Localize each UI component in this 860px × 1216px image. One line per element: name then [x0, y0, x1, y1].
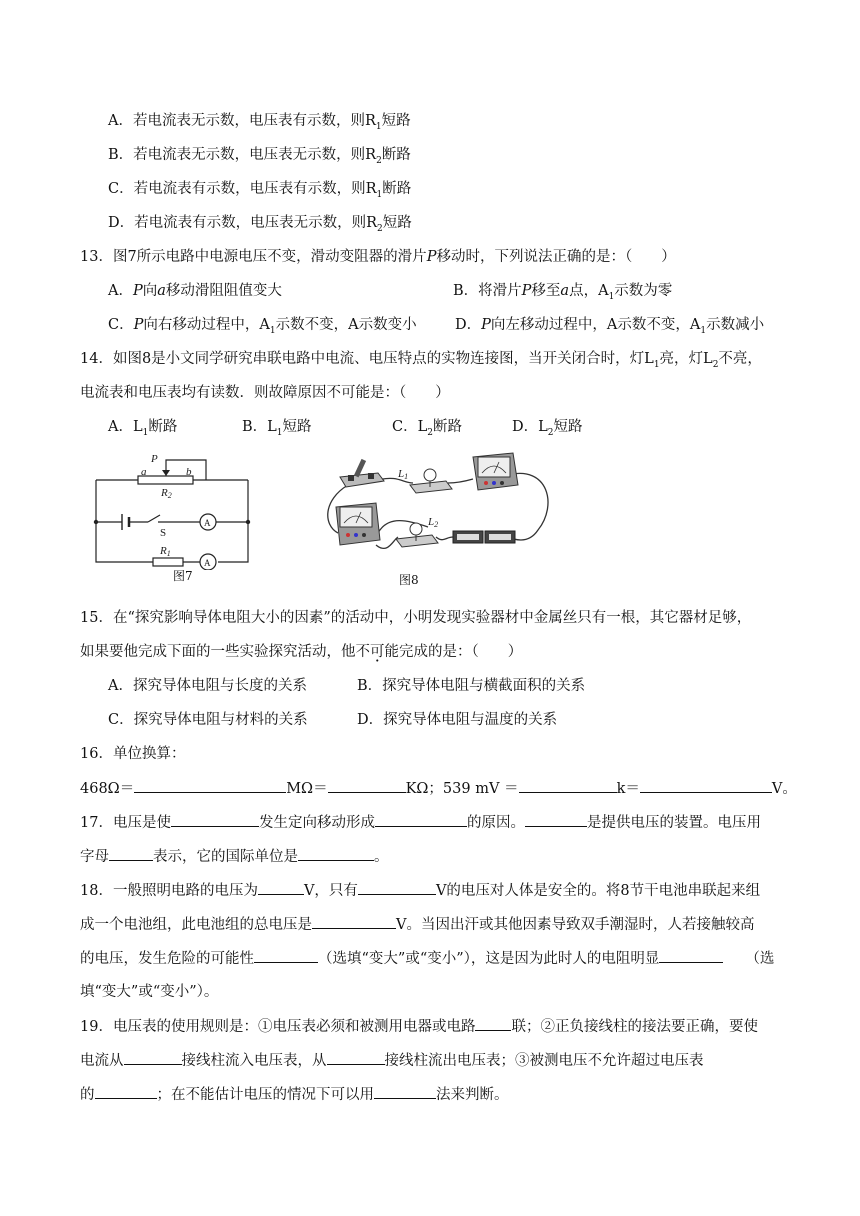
q14-stem-line-1: 14．如图8是小文同学研究串联电路中电流、电压特点的实物连接图，当开关闭合时，灯$L_1$亮，灯$L_2$不亮，: [80, 351, 762, 370]
q17-line-2: 字母 表示，它的国际单位是 。: [80, 845, 389, 868]
fill-blank[interactable]: [525, 811, 587, 827]
voltmeter-device: [336, 503, 380, 545]
q14-option-d: D．$L_2$短路: [512, 419, 583, 438]
fig7-label-s: S: [160, 527, 167, 539]
junction-dot: [246, 520, 250, 524]
fill-blank[interactable]: [659, 947, 723, 963]
q12-option-a: A．若电流表无示数，电压表有示数，则$R_1$短路: [108, 113, 411, 132]
fill-blank[interactable]: [134, 777, 286, 793]
q17-line-1: 17．电压是使 发生定向移动形成 的原因。 是提供电压的装置。电压用: [80, 811, 761, 834]
q18-line-1: 18．一般照明电路的电压为 V，只有 V的电压对人体是安全的。将8节干电池串联起来组: [80, 879, 760, 902]
q14-option-c: C．$L_2$断路: [392, 419, 462, 438]
fill-blank[interactable]: [312, 913, 396, 929]
fig7-ammeter1-label: A: [204, 558, 211, 568]
fill-blank[interactable]: [254, 947, 318, 963]
q15-stem-line-2: 如果要他完成下面的一些实验探究活动，他不可能完成的是：（ ）: [80, 644, 523, 660]
fill-blank[interactable]: [124, 1049, 182, 1065]
emphasis-text: 不可能: [355, 644, 399, 660]
q15-option-c: C．探究导体电阻与材料的关系: [108, 712, 308, 728]
fig7-label-r1: R1: [160, 545, 171, 558]
fill-blank[interactable]: [358, 879, 436, 895]
q13-option-c: C．P向右移动过程中，$A_1$示数不变，A示数变小: [108, 317, 417, 336]
q12-option-d: D．若电流表有示数，电压表无示数，则$R_2$短路: [108, 215, 412, 234]
fill-blank[interactable]: [519, 777, 617, 793]
q18-line-2: 成一个电池组，此电池组的总电压是 V。当因出汗或其他因素导致双手潮湿时，人若接触较高: [80, 913, 754, 936]
fill-blank[interactable]: [171, 811, 259, 827]
fill-blank[interactable]: [640, 777, 772, 793]
battery-pack-device: [453, 531, 515, 543]
fill-blank[interactable]: [298, 845, 374, 861]
fig7-label-b: b: [186, 466, 192, 478]
fig8-label-l2: L2: [428, 516, 439, 529]
figure-8-apparatus: [318, 445, 580, 570]
lamp-l1-device: [410, 469, 452, 493]
fill-blank[interactable]: [109, 845, 153, 861]
figure-8-caption: 图8: [399, 573, 419, 587]
q15-option-b: B．探究导体电阻与横截面积的关系: [357, 678, 586, 694]
q14-option-a: A．$L_1$断路: [108, 419, 178, 438]
junction-dot: [94, 520, 98, 524]
switch-blade: [148, 515, 160, 522]
fig7-label-a: a: [141, 466, 147, 478]
fill-blank[interactable]: [258, 879, 304, 895]
q13-stem: 13．图7所示电路中电源电压不变，滑动变阻器的滑片P移动时，下列说法正确的是：（ ）: [80, 249, 676, 265]
q13-option-d: D．P向左移动过程中，A示数不变，$A_1$示数减小: [455, 317, 765, 336]
fig7-label-p: P: [151, 453, 158, 465]
ammeter-device: [473, 453, 518, 490]
q14-stem-line-2: 电流表和电压表均有读数．则故障原因不可能是：（ ）: [80, 385, 450, 401]
figure-7-caption: 图7: [173, 569, 193, 583]
fig7-label-r2: R2: [161, 487, 172, 500]
fill-blank[interactable]: [374, 1083, 436, 1099]
fill-blank[interactable]: [328, 777, 406, 793]
q19-line-1: 19．电压表的使用规则是：①电压表必须和被测用电器或电路 联；②正负接线柱的接法要正确，要使: [80, 1015, 758, 1038]
q14-option-b: B．$L_1$短路: [242, 419, 312, 438]
q13-option-b: B．将滑片P移至a点，$A_1$示数为零: [453, 283, 673, 302]
slider-arrow-icon: [162, 470, 170, 476]
fill-blank[interactable]: [327, 1049, 385, 1065]
q13-option-a: A．P向a移动滑阻阻值变大: [108, 283, 282, 299]
q15-option-d: D．探究导体电阻与温度的关系: [357, 712, 558, 728]
q15-stem-line-1: 15．在“探究影响导体电阻大小的因素”的活动中，小明发现实验器材中金属丝只有一根，其它器材足够，: [80, 610, 752, 626]
q18-line-4: 填“变大”或“变小”）。: [80, 984, 219, 1000]
q16-blanks: 468Ω＝ MΩ＝ KΩ；539 mV ＝ k＝ V。: [80, 777, 797, 800]
q19-line-3: 的 ；在不能估计电压的情况下可以用 法来判断。: [80, 1083, 509, 1106]
figure-7-circuit: [88, 450, 258, 570]
q12-option-c: C．若电流表有示数，电压表有示数，则$R_1$断路: [108, 181, 412, 200]
fill-blank[interactable]: [475, 1015, 511, 1031]
q19-line-2: 电流从 接线柱流入电压表，从 接线柱流出电压表；③被测电压不允许超过电压表: [80, 1049, 704, 1072]
q18-line-3: 的电压，发生危险的可能性 （选填“变大”或“变小”），这是因为此时人的电阻明显 （选: [80, 947, 774, 970]
q12-option-b: B．若电流表无示数，电压表无示数，则$R_2$断路: [108, 147, 411, 166]
fig7-ammeter-label: A: [204, 518, 211, 528]
q15-option-a: A．探究导体电阻与长度的关系: [108, 678, 307, 694]
q16-stem: 16．单位换算：: [80, 746, 186, 762]
switch-device: [340, 459, 384, 487]
fill-blank[interactable]: [95, 1083, 157, 1099]
fill-blank[interactable]: [375, 811, 467, 827]
fig8-label-l1: L1: [398, 468, 409, 481]
